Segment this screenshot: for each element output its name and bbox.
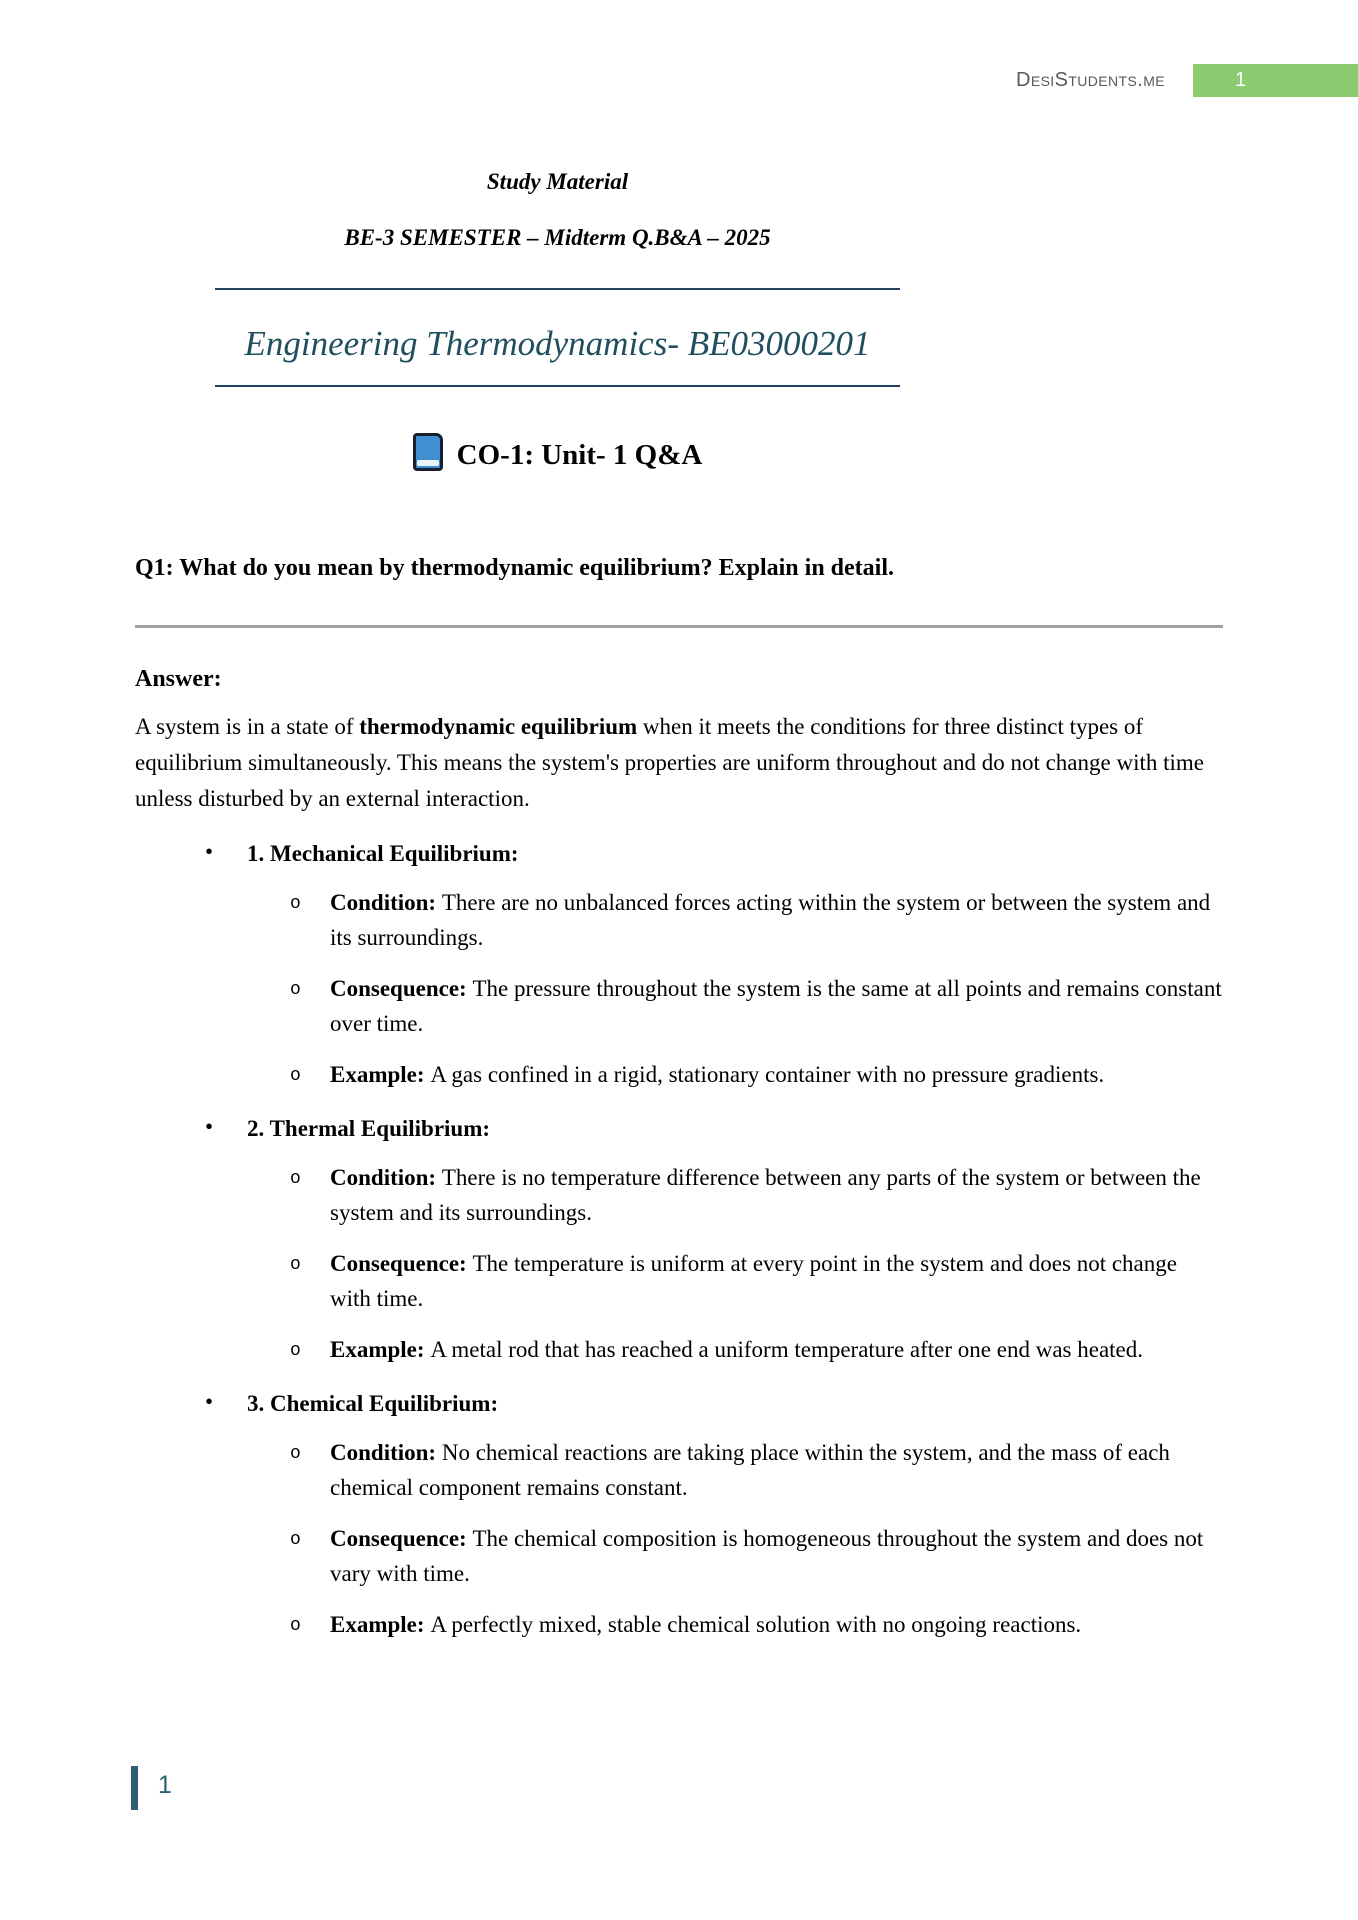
- equilibrium-point: [135, 1435, 1223, 1505]
- semester-title: BE-3 SEMESTER – Midterm Q.B&A – 2025: [344, 225, 771, 250]
- circle-bullet-icon: o: [290, 1066, 301, 1086]
- circle-bullet-icon: o: [290, 1444, 301, 1464]
- point-label: Consequence:: [330, 1251, 473, 1276]
- point-text: No chemical reactions are taking place within the system, and the mass of each chemical component remains constant.: [330, 1440, 1170, 1500]
- bullet-icon: •: [205, 839, 214, 864]
- point-label: Example:: [330, 1612, 431, 1637]
- title-divider-bottom: [215, 385, 900, 387]
- equilibrium-point: [135, 971, 1223, 1041]
- unit-heading: [215, 433, 900, 476]
- answer-label: Answer:: [135, 666, 222, 692]
- intro-post: when it meets the conditions for three distinct types of equilibrium simultaneously. This means the system's properties are uniform throughout and do not change with time unless disturbed by an external interaction.: [135, 714, 1204, 811]
- site-name: DesiStudents.me: [1015, 69, 1165, 91]
- course-title: Engineering Thermodynamics- BE03000201: [244, 324, 871, 363]
- circle-bullet-icon: o: [290, 980, 301, 1000]
- circle-bullet-icon: o: [290, 1341, 301, 1361]
- intro-pre: A system is in a state of: [135, 714, 360, 739]
- point-label: Condition:: [330, 1440, 442, 1465]
- title-divider-top: [215, 288, 900, 290]
- equilibrium-title-text: 3. Chemical Equilibrium:: [247, 1391, 499, 1416]
- bullet-icon: •: [205, 1114, 214, 1139]
- blue-book-icon: [413, 433, 443, 471]
- equilibrium-point: [135, 1521, 1223, 1591]
- point-label: Consequence:: [330, 1526, 473, 1551]
- circle-bullet-icon: o: [290, 1530, 301, 1550]
- intro-bold-phrase: thermodynamic equilibrium: [359, 714, 638, 739]
- circle-bullet-icon: o: [290, 894, 301, 914]
- point-label: Consequence:: [330, 976, 473, 1001]
- title-block: [215, 167, 900, 476]
- page-number-badge: 1: [1193, 64, 1358, 97]
- equilibrium-point: [135, 1160, 1223, 1230]
- equilibrium-title-text: 1. Mechanical Equilibrium:: [247, 841, 519, 866]
- circle-bullet-icon: o: [290, 1616, 301, 1636]
- point-text: There is no temperature difference between any parts of the system or between the system and its surroundings.: [330, 1165, 1201, 1225]
- equilibrium-title-text: 2. Thermal Equilibrium:: [247, 1116, 491, 1141]
- equilibrium-item-title: [135, 1389, 1223, 1419]
- footer-page-number: 1: [158, 1771, 172, 1799]
- unit-heading-text: CO-1: Unit- 1 Q&A: [456, 439, 703, 471]
- circle-bullet-icon: o: [290, 1169, 301, 1189]
- point-label: Example:: [330, 1337, 431, 1362]
- point-text: The temperature is uniform at every point in the system and does not change with time.: [330, 1251, 1177, 1311]
- point-text: A perfectly mixed, stable chemical solution with no ongoing reactions.: [430, 1612, 1082, 1637]
- equilibrium-point: [135, 1332, 1223, 1367]
- point-label: Condition:: [330, 890, 442, 915]
- point-text: A metal rod that has reached a uniform temperature after one end was heated.: [430, 1337, 1143, 1362]
- bullet-icon: •: [205, 1389, 214, 1414]
- point-text: The chemical composition is homogeneous throughout the system and does not vary with time.: [330, 1526, 1204, 1586]
- question-heading: Q1: What do you mean by thermodynamic equilibrium? Explain in detail.: [135, 555, 894, 581]
- equilibrium-item-title: [135, 1114, 1223, 1144]
- point-text: The pressure throughout the system is the same at all points and remains constant over time.: [330, 976, 1222, 1036]
- equilibrium-item-title: [135, 839, 1223, 869]
- question-divider: [135, 625, 1223, 628]
- answer-intro-paragraph: [135, 709, 1223, 817]
- equilibrium-point: [135, 1057, 1223, 1092]
- point-label: Example:: [330, 1062, 431, 1087]
- point-text: A gas confined in a rigid, stationary container with no pressure gradients.: [430, 1062, 1105, 1087]
- point-label: Condition:: [330, 1165, 442, 1190]
- circle-bullet-icon: o: [290, 1255, 301, 1275]
- equilibria-list: [135, 839, 1223, 1642]
- equilibrium-point: [135, 1246, 1223, 1316]
- point-text: There are no unbalanced forces acting within the system or between the system and its surroundings.: [330, 890, 1211, 950]
- study-material-title: Study Material: [486, 169, 629, 194]
- equilibrium-point: [135, 1607, 1223, 1642]
- footer-accent-bar: [131, 1766, 138, 1810]
- equilibrium-point: [135, 885, 1223, 955]
